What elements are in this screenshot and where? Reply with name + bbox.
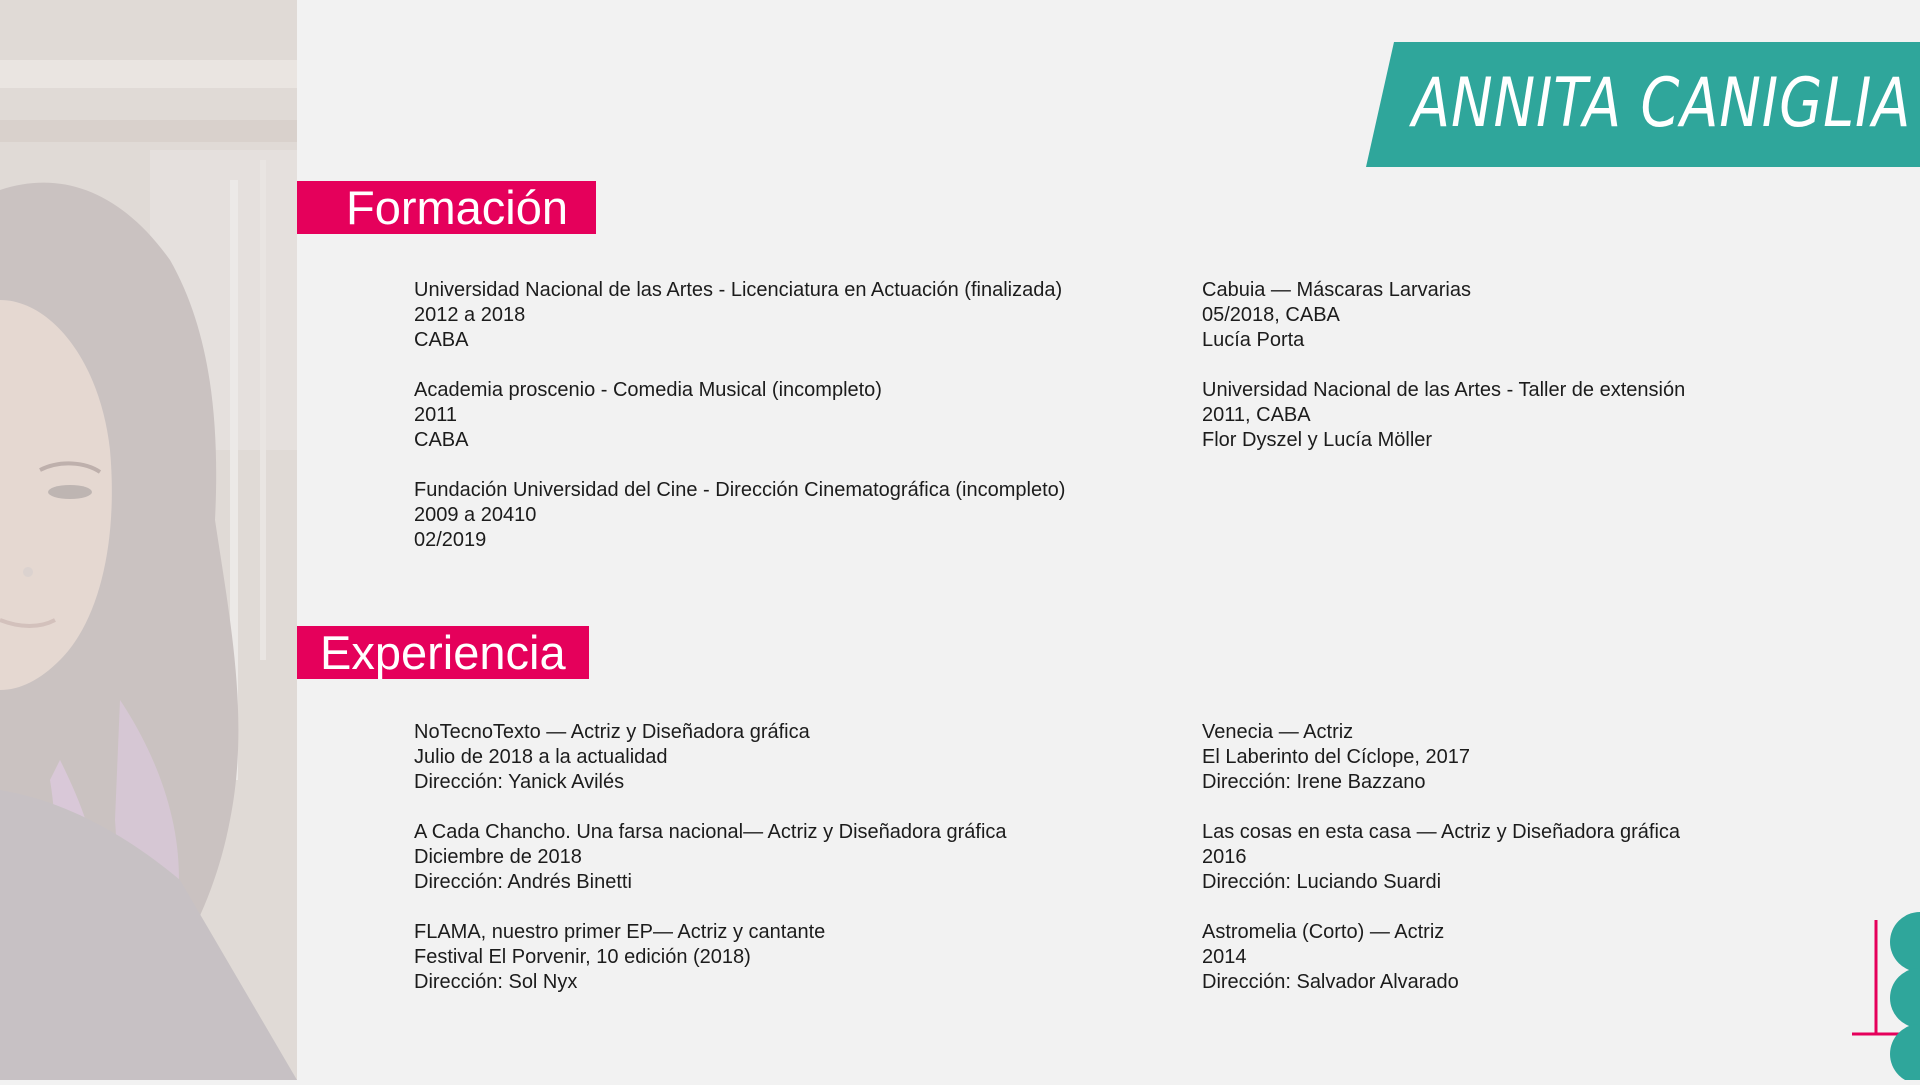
formacion-right-column [1202,278,1920,478]
entry-title: Astromelia (Corto) — Actriz [1202,921,1445,943]
entry-title: Las cosas en esta casa — Actriz y Diseñadora gráfica [1202,821,1681,843]
entry-detail: Flor Dyszel y Lucía Möller [1202,429,1433,451]
entry-detail: Dirección: Andrés Binetti [414,871,632,893]
entry-title: Venecia — Actriz [1202,721,1354,743]
formacion-left-column [414,278,1174,578]
entry-title: Universidad Nacional de las Artes - Taller de extensión [1202,379,1686,401]
entry-detail: Dirección: Yanick Avilés [414,771,625,793]
entry-title: Fundación Universidad del Cine - Dirección Cinematográfica (incompleto) [414,479,1066,501]
entry-date: 2014 [1202,946,1247,968]
experiencia-entry [1202,920,1920,995]
experiencia-left-column [414,720,1174,1020]
formacion-entry [1202,378,1920,453]
experiencia-entry [414,920,1174,995]
section-title-formacion: Formación [297,181,596,234]
formacion-entry [414,478,1174,553]
experiencia-entry [1202,820,1920,895]
entry-detail: 02/2019 [414,529,487,551]
entry-title: NoTecnoTexto — Actriz y Diseñadora gráfica [414,721,810,743]
formacion-entry [414,378,1174,453]
profile-name: ANNITA CANIGLIA [1412,64,1912,143]
entry-date: 2016 [1202,846,1247,868]
formacion-entry [414,278,1174,353]
entry-detail: CABA [414,329,469,351]
teal-circles-decoration [1848,910,1920,1080]
entry-date: 2009 a 20410 [414,504,537,526]
entry-date: 05/2018, CABA [1202,304,1340,326]
formacion-entry [1202,278,1920,353]
experiencia-entry [414,720,1174,795]
entry-date: Diciembre de 2018 [414,846,582,868]
experiencia-entry [414,820,1174,895]
portrait-illustration [0,0,297,1080]
entry-detail: Lucía Porta [1202,329,1305,351]
entry-title: A Cada Chancho. Una farsa nacional— Actriz y Diseñadora gráfica [414,821,1007,843]
entry-date: Julio de 2018 a la actualidad [414,746,668,768]
entry-date: 2011 [414,404,458,426]
entry-date: 2011, CABA [1202,404,1311,426]
entry-title: Cabuia — Máscaras Larvarias [1202,279,1471,301]
entry-title: FLAMA, nuestro primer EP— Actriz y cantante [414,921,826,943]
name-banner [1366,42,1920,167]
experiencia-right-column [1202,720,1920,1020]
entry-title: Universidad Nacional de las Artes - Licenciatura en Actuación (finalizada) [414,279,1063,301]
entry-date: El Laberinto del Cíclope, 2017 [1202,746,1470,768]
entry-date: 2012 a 2018 [414,304,526,326]
entry-detail: Dirección: Irene Bazzano [1202,771,1426,793]
entry-detail: Dirección: Salvador Alvarado [1202,971,1459,993]
section-title-experiencia: Experiencia [297,626,589,679]
entry-detail: Dirección: Luciando Suardi [1202,871,1442,893]
entry-detail: Dirección: Sol Nyx [414,971,578,993]
experiencia-entry [1202,720,1920,795]
portrait-photo [0,0,297,1080]
corner-decoration [1848,910,1920,1080]
entry-detail: CABA [414,429,469,451]
entry-date: Festival El Porvenir, 10 edición (2018) [414,946,751,968]
entry-title: Academia proscenio - Comedia Musical (incompleto) [414,379,882,401]
